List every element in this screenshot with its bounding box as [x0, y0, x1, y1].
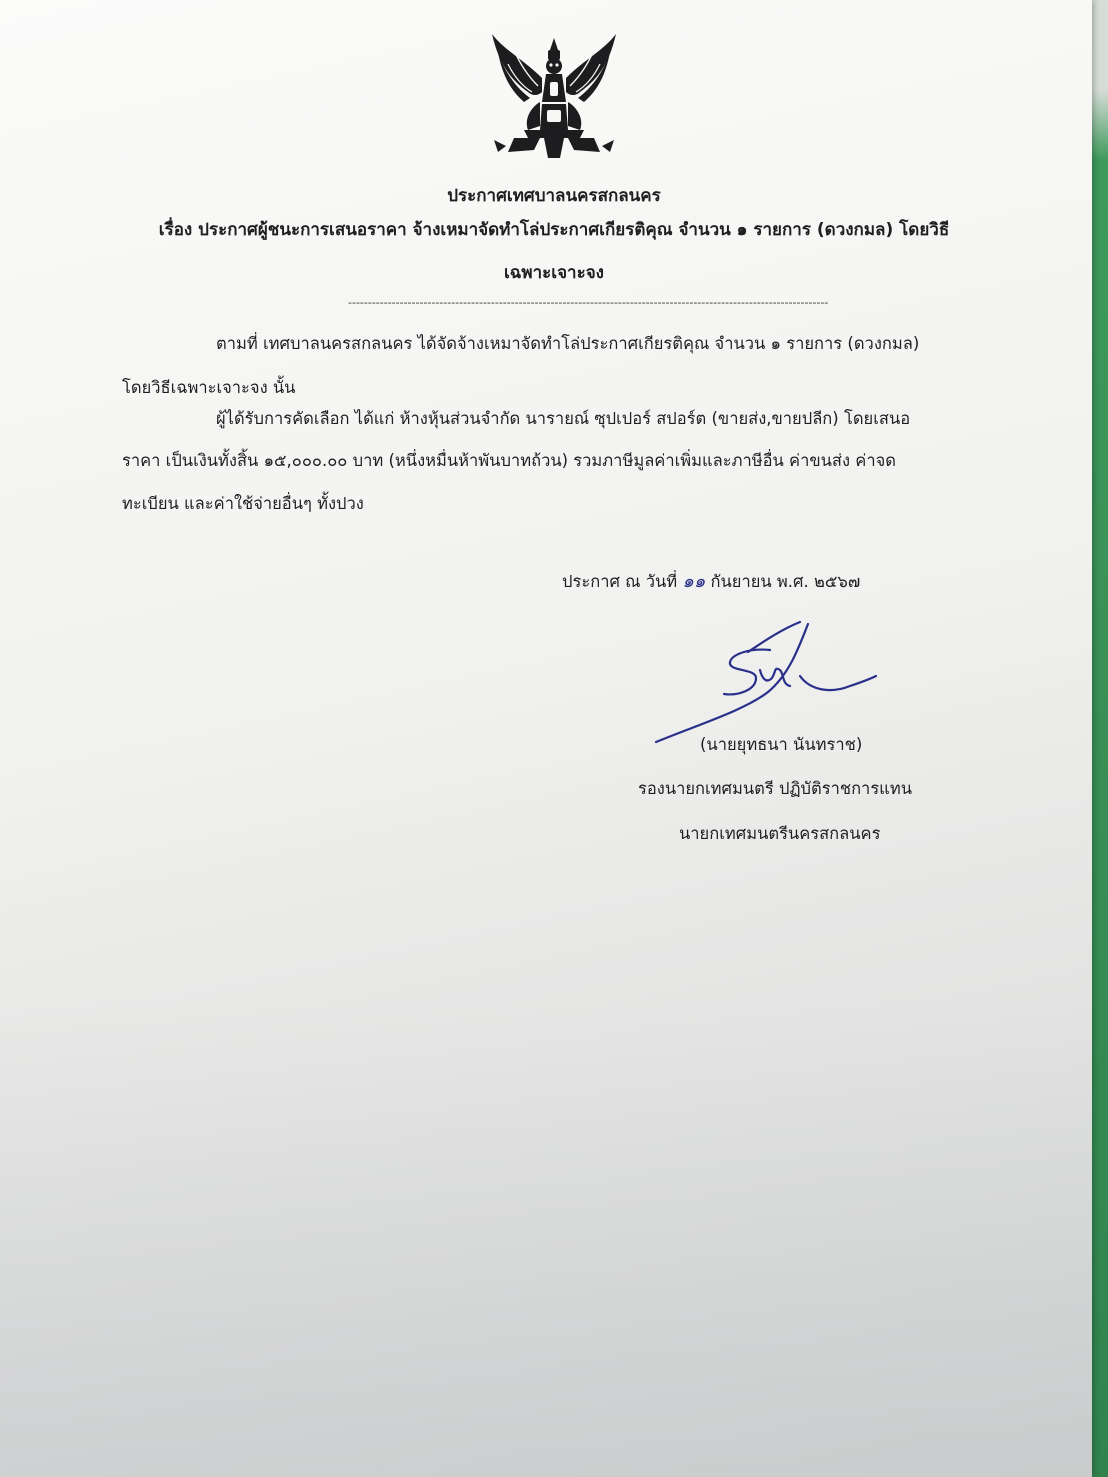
- paragraph2-line1: ผู้ได้รับการคัดเลือก ได้แก่ ห้างหุ้นส่วนจำกัด นารายณ์ ซุปเปอร์ สปอร์ต (ขายส่ง,ขายปลีก) โดยเสนอ: [216, 409, 911, 428]
- announcement-subject-line2: เฉพาะเจาะจง: [504, 263, 604, 283]
- announcement-subject-line1: เรื่อง ประกาศผู้ชนะการเสนอราคา จ้างเหมาจัดทำโล่ประกาศเกียรติคุณ จำนวน ๑ รายการ (ดวงกมล) โดยวิธี: [158, 220, 950, 240]
- announcement-date: [562, 566, 860, 595]
- signatory-name: (นายยุทธนา นันทราช): [700, 735, 863, 754]
- separator-line: -------------------------------------------------------------------------------------------------------------------------: [348, 296, 829, 309]
- signatory-position-line2: นายกเทศมนตรีนครสกลนคร: [679, 824, 881, 843]
- paragraph2-line3: ทะเบียน และค่าใช้จ่ายอื่นๆ ทั้งปวง: [122, 494, 364, 513]
- date-day: ๑๑: [682, 571, 706, 592]
- date-prefix: ประกาศ ณ วันที่: [562, 572, 678, 591]
- garuda-emblem-icon: [484, 30, 624, 170]
- signatory-position-line1: รองนายกเทศมนตรี ปฏิบัติราชการแทน: [638, 779, 912, 798]
- paragraph1-line2: โดยวิธีเฉพาะเจาะจง นั้น: [122, 378, 296, 397]
- paragraph1-line1: ตามที่ เทศบาลนครสกลนคร ได้จัดจ้างเหมาจัดทำโล่ประกาศเกียรติคุณ จำนวน ๑ รายการ (ดวงกมล): [216, 334, 920, 353]
- date-month-year: กันยายน พ.ศ. ๒๕๖๗: [710, 572, 861, 591]
- paragraph2-line2: ราคา เป็นเงินทั้งสิ้น ๑๕,๐๐๐.๐๐ บาท (หนึ่งหมื่นห้าพันบาทถ้วน) รวมภาษีมูลค่าเพิ่มและภาษีอื่น ค่าขนส่ง ค่าจด: [122, 451, 896, 470]
- announcement-header: ประกาศเทศบาลนครสกลนคร: [447, 186, 661, 206]
